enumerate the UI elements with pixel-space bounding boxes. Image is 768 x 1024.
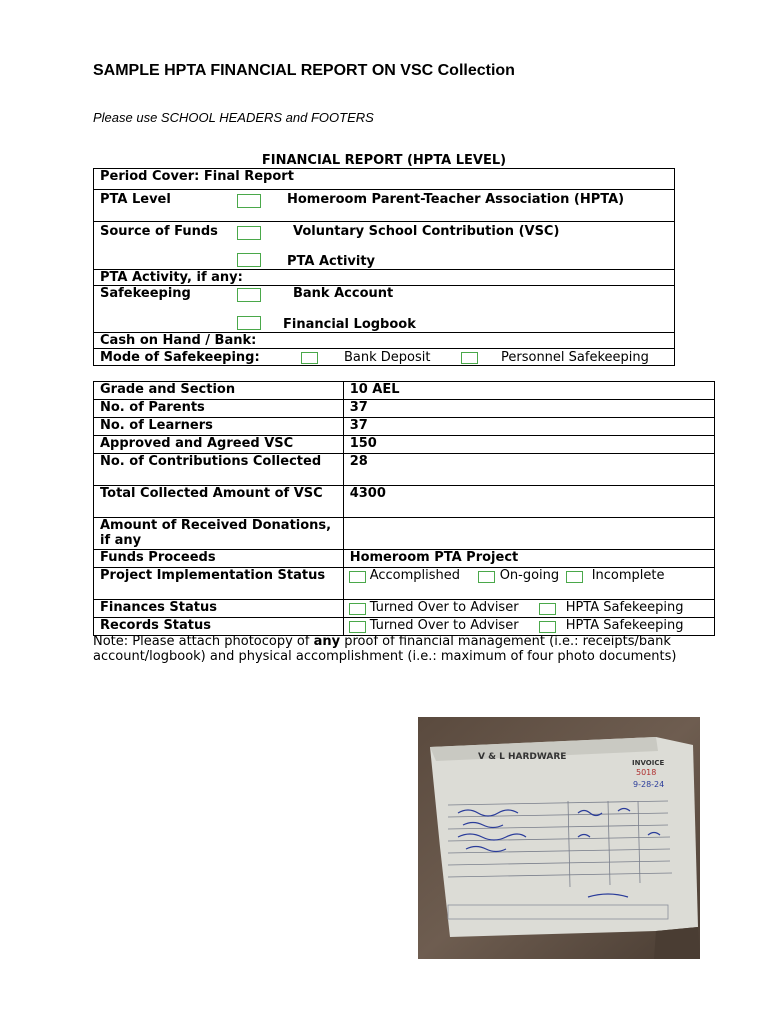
bank-deposit-option: Bank Deposit [344, 350, 431, 365]
financial-logbook-checkbox[interactable] [237, 316, 261, 330]
mode-of-safekeeping-row [94, 349, 675, 366]
pta-level-row [94, 190, 675, 222]
period-cover: Period Cover: Final Report [94, 169, 675, 190]
finances-hpta-option: HPTA Safekeeping [565, 600, 684, 615]
row-label: Amount of Received Donations, if any [94, 518, 344, 550]
row-value: 37 [343, 400, 714, 418]
row-value: 37 [343, 418, 714, 436]
table-row [94, 418, 715, 436]
pta-level-checkbox[interactable] [237, 194, 261, 208]
row-label: No. of Learners [94, 418, 344, 436]
table-row [94, 400, 715, 418]
records-status-label: Records Status [94, 618, 344, 636]
receipt-photo [418, 717, 700, 959]
vsc-option: Voluntary School Contribution (VSC) [293, 224, 560, 239]
pta-level-option: Homeroom Parent-Teacher Association (HPTA) [287, 192, 625, 207]
table-row [94, 568, 715, 600]
accomplished-option: Accomplished [369, 568, 461, 583]
source-of-funds-label: Source of Funds [100, 224, 218, 239]
table-row [94, 436, 715, 454]
attachment-note [93, 634, 713, 664]
project-status-options [343, 568, 714, 600]
table-row [94, 518, 715, 550]
table-row [94, 382, 715, 400]
row-label: Approved and Agreed VSC [94, 436, 344, 454]
table-row [94, 618, 715, 636]
accomplished-checkbox[interactable] [349, 571, 366, 583]
note-emphasis: any [313, 634, 341, 649]
row-value: 4300 [343, 486, 714, 518]
mode-of-safekeeping-label: Mode of Safekeeping: [100, 350, 260, 365]
safekeeping-row [94, 286, 675, 333]
document-title: SAMPLE HPTA FINANCIAL REPORT ON VSC Collection [93, 62, 515, 79]
details-table [93, 381, 715, 636]
finances-adviser-option: Turned Over to Adviser [369, 600, 519, 615]
records-status-options [343, 618, 714, 636]
safekeeping-label: Safekeeping [100, 286, 191, 301]
records-hpta-option: HPTA Safekeeping [565, 618, 684, 633]
source-of-funds-row [94, 222, 675, 270]
row-label: Total Collected Amount of VSC [94, 486, 344, 518]
note-prefix: Note: Please attach photocopy of [93, 634, 314, 649]
row-label: Grade and Section [94, 382, 344, 400]
row-value [343, 518, 714, 550]
project-status-label: Project Implementation Status [94, 568, 344, 600]
bank-account-option: Bank Account [293, 286, 394, 301]
row-label: No. of Contributions Collected [94, 454, 344, 486]
personnel-safekeeping-option: Personnel Safekeeping [501, 350, 649, 365]
personnel-safekeeping-checkbox[interactable] [461, 352, 478, 364]
table-row [94, 486, 715, 518]
finances-status-options [343, 600, 714, 618]
table-row [94, 550, 715, 568]
incomplete-checkbox[interactable] [566, 571, 583, 583]
instruction-text: Please use SCHOOL HEADERS and FOOTERS [93, 110, 374, 125]
records-hpta-checkbox[interactable] [539, 621, 556, 633]
financial-logbook-option: Financial Logbook [283, 317, 416, 332]
receipt-doc-type: INVOICE [632, 759, 665, 767]
table-row [94, 600, 715, 618]
finances-adviser-checkbox[interactable] [349, 603, 366, 615]
receipt-store-name: V & L HARDWARE [478, 752, 567, 762]
on-going-checkbox[interactable] [478, 571, 495, 583]
pta-activity-label: PTA Activity, if any: [94, 270, 675, 286]
vsc-checkbox[interactable] [237, 226, 261, 240]
on-going-option: On-going [499, 568, 560, 583]
pta-activity-checkbox[interactable] [237, 253, 261, 267]
records-adviser-option: Turned Over to Adviser [369, 618, 519, 633]
note-suffix: proof of financial management (i.e.: receipts/bank account/logbook) and physical accomplishment (i.e.: maximum of four photo documents) [93, 634, 677, 664]
row-label: No. of Parents [94, 400, 344, 418]
receipt-date: 9-28-24 [633, 780, 665, 789]
row-value: 28 [343, 454, 714, 486]
row-value: 10 AEL [343, 382, 714, 400]
finances-hpta-checkbox[interactable] [539, 603, 556, 615]
records-adviser-checkbox[interactable] [349, 621, 366, 633]
pta-level-label: PTA Level [100, 192, 171, 207]
row-value: Homeroom PTA Project [343, 550, 714, 568]
incomplete-option: Incomplete [591, 568, 665, 583]
bank-deposit-checkbox[interactable] [301, 352, 318, 364]
row-label: Funds Proceeds [94, 550, 344, 568]
bank-account-checkbox[interactable] [237, 288, 261, 302]
pta-activity-option: PTA Activity [287, 254, 376, 269]
table-row [94, 454, 715, 486]
row-value: 150 [343, 436, 714, 454]
financial-report-table [93, 168, 675, 366]
finances-status-label: Finances Status [94, 600, 344, 618]
cash-on-hand-label: Cash on Hand / Bank: [94, 333, 675, 349]
receipt-number: 5018 [636, 768, 657, 777]
report-heading: FINANCIAL REPORT (HPTA LEVEL) [261, 153, 507, 168]
